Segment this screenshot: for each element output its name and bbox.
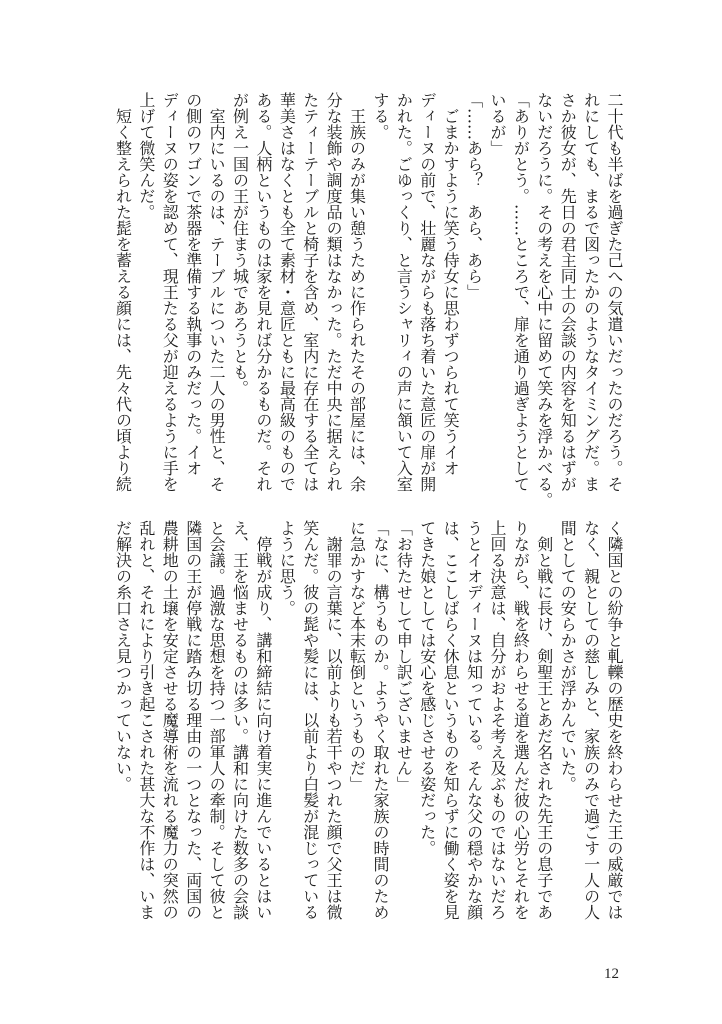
text-column: 剣と戦に長け、剣聖王とあだ名された先王の息子であ: [534, 520, 554, 920]
text-column: に急かすなど本末転倒というものだ」: [347, 520, 367, 792]
text-column: 間としての安らかさが浮かんでいた。: [558, 520, 578, 792]
text-column: たティーテーブルと椅子を含め、室内に存在する全ては: [300, 92, 320, 492]
text-column: 農耕地の土壌を安定させる魔導術を流れる魔力の突然の: [160, 520, 180, 920]
text-column: いるが」: [487, 92, 507, 156]
text-column: と会議。過激な思想を持つ一部軍人の牽制。そして彼と: [207, 520, 227, 920]
text-column: が例え一国の王が住まう城であろうとも。: [230, 92, 250, 396]
text-column: は、ここしばらく休息というものを知らずに働く姿を見: [441, 520, 461, 920]
text-column: 「ありがとう。……ところで、扉を通り過ぎようとして: [511, 92, 531, 492]
text-column: ように思う。: [277, 520, 297, 616]
text-column: 「……あら？ あら、あら」: [464, 92, 484, 300]
text-column: 笑んだ。彼の髭や髪には、以前より白髪が混じっている: [300, 520, 320, 920]
text-column: する。: [370, 92, 390, 140]
upper-text-block: [111, 92, 626, 508]
text-column: てきた娘としては安心を感じさせる姿だった。: [417, 520, 437, 856]
text-column: 短く整えられた髭を蓄える顔には、先々代の頃より続: [113, 92, 133, 492]
text-column: 「お待たせして申し訳ございません」: [394, 520, 414, 792]
text-column: 停戦が成り、講和締結に向け着実に進んでいるとはい: [253, 520, 273, 920]
text-column: 上回る決意は、自分がおよそ考え及ぶものではないだろ: [487, 520, 507, 920]
page-number: 12: [604, 966, 619, 982]
text-column: れにしても、まるで図ったかのようなタイミングだ。ま: [581, 92, 601, 492]
text-column: 分な装飾や調度品の類はなかった。ただ中央に据えられ: [324, 92, 344, 492]
text-column: 「なに、構うものか。ようやく取れた家族の時間のため: [370, 520, 390, 920]
text-column: かれた。ごゆっくり、と言うシャリィの声に頷いて入室: [394, 92, 414, 492]
text-column: ディーヌの前で、壮麗ながらも落ち着いた意匠の扉が開: [417, 92, 437, 492]
text-column: 上げて微笑んだ。: [136, 92, 156, 220]
text-column: 乱れと、それにより引き起こされた甚大な不作は、いま: [136, 520, 156, 920]
text-column: さか彼女が、先日の君主同士の会談の内容を知るはずが: [558, 92, 578, 492]
text-column: 二十代も半ばを過ぎた己への気遣いだったのだろう。そ: [605, 92, 624, 492]
text-column: だ解決の糸口さえ見つかっていない。: [113, 520, 133, 792]
text-column: うとイオディーヌは知っている。そんな父の穏やかな顔: [464, 520, 484, 920]
text-column: なく、親としての慈しみと、家族のみで過ごす一人の人: [581, 520, 601, 920]
text-column: 華美さはなくとも全て素材・意匠ともに最高級のもので: [277, 92, 297, 492]
text-column: 室内にいるのは、テーブルについた二人の男性と、そ: [207, 92, 227, 492]
text-column: ある。人柄というものは家を見れば分かるものだ。それ: [253, 92, 273, 492]
text-column: の側のワゴンで茶器を準備する執事のみだった。イオ: [183, 92, 203, 476]
text-column: 謝罪の言葉に、以前よりも若干やつれた顔で父王は微: [324, 520, 344, 920]
text-column: え、王を悩ませるものは多い。講和に向けた数多の会談: [230, 520, 250, 920]
text-column: ディーヌの姿を認めて、現王たる父が迎えるように手を: [160, 92, 180, 492]
text-column: ごまかすように笑う侍女に思わずつられて笑うイオ: [441, 92, 461, 476]
text-column: 隣国の王が停戦に踏み切る理由の一つとなった、両国の: [183, 520, 203, 920]
text-column: りながら、戦を終わらせる道を選んだ彼の心労とそれを: [511, 520, 531, 920]
text-column: ないだろうに。その考えを心中に留めて笑みを浮かべる。: [534, 92, 554, 508]
text-column: 王族のみが集い憩うために作られたその部屋には、余: [347, 92, 367, 492]
text-column: く隣国との紛争と軋轢の歴史を終わらせた王の威厳では: [605, 520, 624, 920]
lower-text-block: [111, 520, 626, 936]
